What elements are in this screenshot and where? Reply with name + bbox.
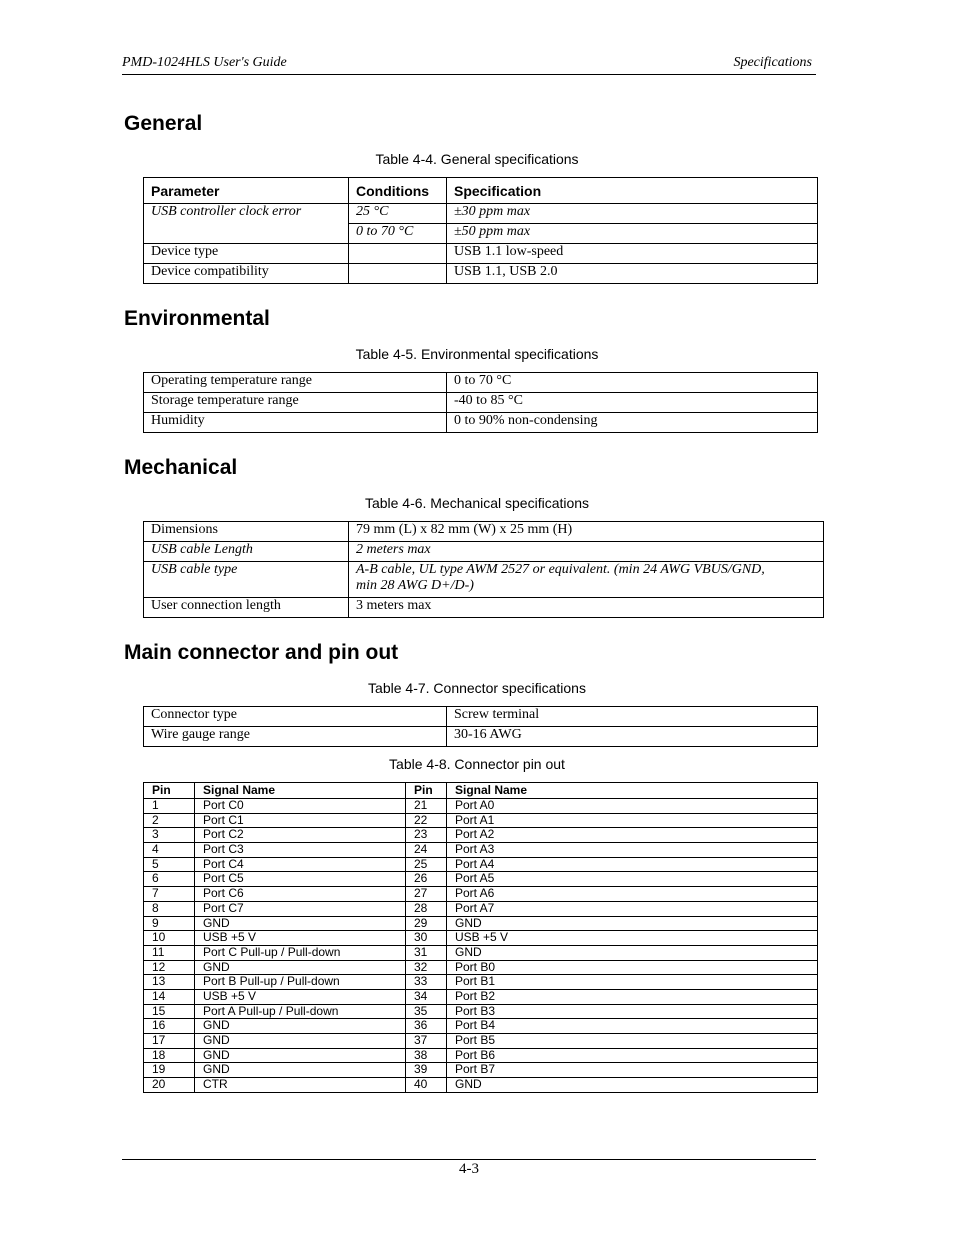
- table-row: [144, 1048, 818, 1063]
- table-cell: [349, 244, 447, 264]
- table-cell: Storage temperature range: [144, 393, 447, 413]
- table-row: [144, 1019, 818, 1034]
- caption-connector: Table 4-7. Connector specifications: [368, 680, 586, 696]
- table-row: [144, 1034, 818, 1049]
- table-cell: Port C1: [195, 813, 406, 828]
- table-cell: Port C6: [195, 887, 406, 902]
- column-header: Pin: [144, 783, 195, 799]
- column-header: Pin: [406, 783, 447, 799]
- table-cell: 31: [406, 945, 447, 960]
- table-cell: Port B7: [447, 1063, 818, 1078]
- table-cell: USB controller clock error: [144, 204, 349, 224]
- table-cell: 3: [144, 828, 195, 843]
- table-cell: Port A4: [447, 857, 818, 872]
- table-row: [144, 872, 818, 887]
- caption-environmental: Table 4-5. Environmental specifications: [355, 346, 599, 362]
- table-row: [144, 542, 824, 562]
- table-row: [144, 901, 818, 916]
- table-cell: 38: [406, 1048, 447, 1063]
- table-cell: 14: [144, 989, 195, 1004]
- environmental-spec-table: [143, 372, 818, 433]
- table-cell: Dimensions: [144, 522, 349, 542]
- table-cell: 0 to 70 °C: [447, 373, 818, 393]
- general-spec-table: [143, 177, 818, 284]
- table-cell: USB 1.1, USB 2.0: [447, 264, 818, 284]
- table-cell: 26: [406, 872, 447, 887]
- table-cell: USB 1.1 low-speed: [447, 244, 818, 264]
- table-row: [144, 522, 824, 542]
- table-cell: 36: [406, 1019, 447, 1034]
- table-cell: 18: [144, 1048, 195, 1063]
- table-cell: 22: [406, 813, 447, 828]
- table-cell: 0 to 70 °C: [349, 224, 447, 244]
- table-cell: GND: [447, 1078, 818, 1093]
- table-cell: 23: [406, 828, 447, 843]
- table-cell: Device type: [144, 244, 349, 264]
- table-cell: 32: [406, 960, 447, 975]
- table-cell: USB cable type: [144, 562, 349, 598]
- table-cell: GND: [195, 1019, 406, 1034]
- table-row: [144, 598, 824, 618]
- page-number: 4-3: [459, 1161, 479, 1177]
- table-row: [144, 960, 818, 975]
- table-header-row: [144, 783, 818, 799]
- table-cell: Port B0: [447, 960, 818, 975]
- table-cell: Wire gauge range: [144, 727, 447, 747]
- table-cell: Port C2: [195, 828, 406, 843]
- table-cell: GND: [195, 1063, 406, 1078]
- table-row: [144, 373, 818, 393]
- table-cell: Port B Pull-up / Pull-down: [195, 975, 406, 990]
- table-row: [144, 989, 818, 1004]
- table-cell: Port C3: [195, 843, 406, 858]
- table-cell: User connection length: [144, 598, 349, 618]
- table-cell: 27: [406, 887, 447, 902]
- table-cell: Port C0: [195, 799, 406, 814]
- table-cell: 30-16 AWG: [447, 727, 818, 747]
- table-cell: 15: [144, 1004, 195, 1019]
- table-cell: Device compatibility: [144, 264, 349, 284]
- table-row: [144, 1078, 818, 1093]
- table-row: [144, 843, 818, 858]
- heading-general: General: [124, 112, 203, 135]
- table-row: [144, 916, 818, 931]
- table-cell: 16: [144, 1019, 195, 1034]
- table-cell: 30: [406, 931, 447, 946]
- table-cell: 24: [406, 843, 447, 858]
- caption-mechanical: Table 4-6. Mechanical specifications: [364, 495, 590, 511]
- table-cell: A-B cable, UL type AWM 2527 or equivalent. (min 24 AWG VBUS/GND, min 28 AWG D+/D-): [349, 562, 824, 598]
- table-cell: ±30 ppm max: [447, 204, 818, 224]
- table-cell: Humidity: [144, 413, 447, 433]
- table-row: [144, 707, 818, 727]
- header-doc-title: PMD-1024HLS User's Guide: [122, 55, 287, 70]
- heading-connector: Main connector and pin out: [124, 641, 399, 664]
- column-header: Signal Name: [195, 783, 406, 799]
- table-row: [144, 828, 818, 843]
- table-row: [144, 799, 818, 814]
- table-cell: 8: [144, 901, 195, 916]
- table-cell: 2: [144, 813, 195, 828]
- header-section: Specifications: [733, 55, 812, 70]
- table-cell: [349, 264, 447, 284]
- table-cell: 4: [144, 843, 195, 858]
- table-cell: 39: [406, 1063, 447, 1078]
- table-cell: 1: [144, 799, 195, 814]
- table-cell: [144, 224, 349, 244]
- table-cell: Port A Pull-up / Pull-down: [195, 1004, 406, 1019]
- table-cell: Port A3: [447, 843, 818, 858]
- table-cell: USB cable Length: [144, 542, 349, 562]
- table-cell: Port B3: [447, 1004, 818, 1019]
- heading-environmental: Environmental: [124, 307, 270, 330]
- table-cell: 17: [144, 1034, 195, 1049]
- table-cell: 79 mm (L) x 82 mm (W) x 25 mm (H): [349, 522, 824, 542]
- table-cell: CTR: [195, 1078, 406, 1093]
- table-row: [144, 264, 818, 284]
- table-cell: ±50 ppm max: [447, 224, 818, 244]
- table-cell: Port C7: [195, 901, 406, 916]
- mechanical-spec-table: [143, 521, 824, 618]
- table-row: [144, 945, 818, 960]
- table-cell: USB +5 V: [447, 931, 818, 946]
- table-cell: 12: [144, 960, 195, 975]
- table-cell: 35: [406, 1004, 447, 1019]
- table-cell: 9: [144, 916, 195, 931]
- column-header: Parameter: [144, 178, 349, 204]
- table-cell: 3 meters max: [349, 598, 824, 618]
- table-cell: Port A0: [447, 799, 818, 814]
- pinout-table: [143, 782, 818, 1093]
- table-cell: 33: [406, 975, 447, 990]
- table-cell: Port B1: [447, 975, 818, 990]
- table-cell: 20: [144, 1078, 195, 1093]
- table-cell: 10: [144, 931, 195, 946]
- page-footer: [122, 1159, 816, 1177]
- table-row: [144, 813, 818, 828]
- table-cell: 5: [144, 857, 195, 872]
- table-cell: 6: [144, 872, 195, 887]
- table-cell: Port C Pull-up / Pull-down: [195, 945, 406, 960]
- table-cell: 40: [406, 1078, 447, 1093]
- table-cell: GND: [195, 916, 406, 931]
- column-header: Signal Name: [447, 783, 818, 799]
- table-row: [144, 727, 818, 747]
- table-cell: 11: [144, 945, 195, 960]
- table-row: [144, 244, 818, 264]
- table-cell: Port C5: [195, 872, 406, 887]
- table-cell: Screw terminal: [447, 707, 818, 727]
- table-cell: -40 to 85 °C: [447, 393, 818, 413]
- table-cell: 0 to 90% non-condensing: [447, 413, 818, 433]
- caption-general: Table 4-4. General specifications: [375, 151, 579, 167]
- table-row: [144, 887, 818, 902]
- table-cell: GND: [195, 1034, 406, 1049]
- table-cell: Connector type: [144, 707, 447, 727]
- table-cell: USB +5 V: [195, 989, 406, 1004]
- table-cell: 7: [144, 887, 195, 902]
- table-cell: Port B6: [447, 1048, 818, 1063]
- table-cell: Port B5: [447, 1034, 818, 1049]
- table-cell: 2 meters max: [349, 542, 824, 562]
- table-cell: 19: [144, 1063, 195, 1078]
- heading-mechanical: Mechanical: [124, 456, 238, 479]
- column-header: Specification: [447, 178, 818, 204]
- table-row: [144, 1063, 818, 1078]
- table-row: [144, 224, 818, 244]
- table-cell: 28: [406, 901, 447, 916]
- table-row: [144, 393, 818, 413]
- table-row: [144, 413, 818, 433]
- table-cell: GND: [195, 1048, 406, 1063]
- table-cell: GND: [447, 916, 818, 931]
- table-cell: Port A6: [447, 887, 818, 902]
- table-row: [144, 931, 818, 946]
- caption-pinout: Table 4-8. Connector pin out: [389, 756, 565, 772]
- table-cell: 29: [406, 916, 447, 931]
- table-row: [144, 562, 824, 598]
- table-cell: USB +5 V: [195, 931, 406, 946]
- table-cell: 21: [406, 799, 447, 814]
- table-cell: Port A1: [447, 813, 818, 828]
- table-header-row: [144, 178, 818, 204]
- table-cell: GND: [447, 945, 818, 960]
- table-row: [144, 1004, 818, 1019]
- table-cell: Port B4: [447, 1019, 818, 1034]
- table-cell: Port B2: [447, 989, 818, 1004]
- table-cell: 37: [406, 1034, 447, 1049]
- connector-spec-table: [143, 706, 818, 747]
- column-header: Conditions: [349, 178, 447, 204]
- page-header: [122, 54, 816, 75]
- table-row: [144, 975, 818, 990]
- table-cell: Port C4: [195, 857, 406, 872]
- table-row: [144, 204, 818, 224]
- table-cell: 34: [406, 989, 447, 1004]
- table-cell: 25: [406, 857, 447, 872]
- table-cell: Port A5: [447, 872, 818, 887]
- table-cell: 13: [144, 975, 195, 990]
- pinout-body: [144, 799, 818, 1093]
- table-row: [144, 857, 818, 872]
- table-cell: Port A7: [447, 901, 818, 916]
- table-cell: GND: [195, 960, 406, 975]
- table-cell: Port A2: [447, 828, 818, 843]
- table-cell: 25 °C: [349, 204, 447, 224]
- table-cell: Operating temperature range: [144, 373, 447, 393]
